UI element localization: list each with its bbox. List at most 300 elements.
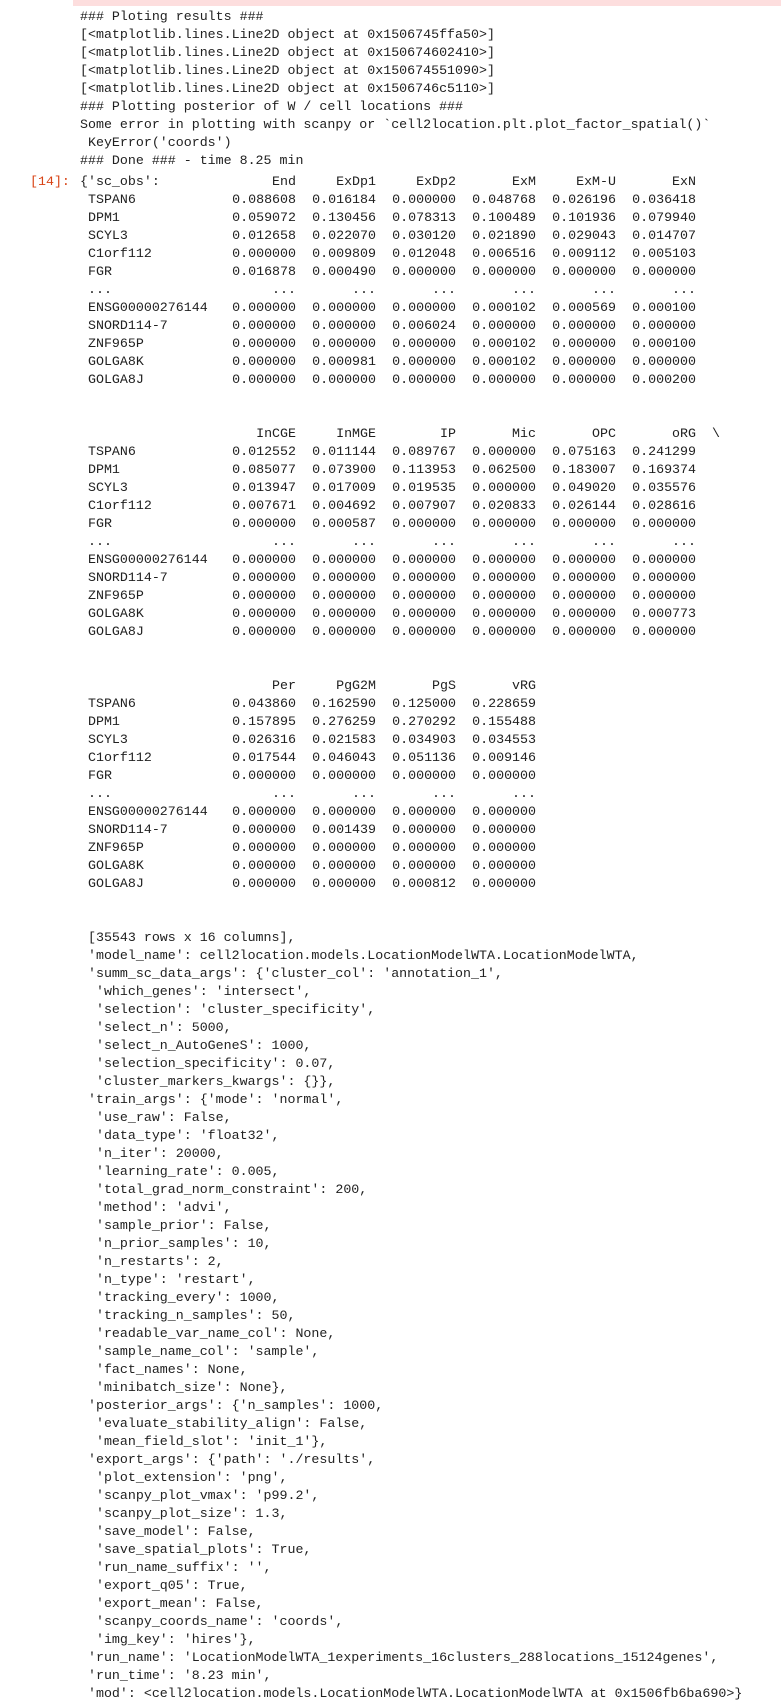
dict-line: 'method': 'advi', xyxy=(80,1200,232,1215)
table-row xyxy=(80,605,781,623)
table-cell: 0.017544 xyxy=(232,750,296,765)
table-cell: 0.000000 xyxy=(472,372,536,387)
stdout-line: ### Done ### - time 8.25 min xyxy=(80,153,304,168)
table-cell: 0.000000 xyxy=(312,768,376,783)
table-index-header: {'sc_obs': xyxy=(80,174,160,189)
row-index: GOLGA8J xyxy=(80,372,144,387)
block-separator xyxy=(80,893,781,929)
table-cell: 0.007907 xyxy=(392,498,456,513)
stdout-line: Some error in plotting with scanpy or `cell2location.plt.plot_factor_spatial()` xyxy=(80,117,711,132)
table-cell: 0.000100 xyxy=(632,300,696,315)
table-cell: 0.000000 xyxy=(232,624,296,639)
table-cell: 0.000000 xyxy=(632,354,696,369)
table-cell: 0.036418 xyxy=(632,192,696,207)
table-row xyxy=(80,551,781,569)
table-cell: 0.001439 xyxy=(312,822,376,837)
table-cell: 0.000000 xyxy=(392,552,456,567)
row-index: ... xyxy=(80,786,112,801)
row-index: SCYL3 xyxy=(80,732,128,747)
table-cell: 0.000000 xyxy=(392,300,456,315)
dict-line: 'scanpy_plot_vmax': 'p99.2', xyxy=(80,1488,320,1503)
table-cell: 0.016184 xyxy=(312,192,376,207)
dict-line: 'n_prior_samples': 10, xyxy=(80,1236,272,1251)
table-cell: 0.000000 xyxy=(552,624,616,639)
dict-line: 'readable_var_name_col': None, xyxy=(80,1326,336,1341)
table-cell: 0.000000 xyxy=(232,516,296,531)
row-index: GOLGA8J xyxy=(80,624,144,639)
table-cell: 0.009146 xyxy=(472,750,536,765)
table-cell xyxy=(696,317,776,335)
table-cell: 0.000200 xyxy=(632,372,696,387)
table-cell: 0.000000 xyxy=(392,588,456,603)
dict-line: 'export_q05': True, xyxy=(80,1578,248,1593)
table-cell: 0.017009 xyxy=(312,480,376,495)
row-index: FGR xyxy=(80,264,112,279)
table-cell: ... xyxy=(432,282,456,297)
dict-line: 'use_raw': False, xyxy=(80,1110,232,1125)
row-index: FGR xyxy=(80,768,112,783)
table-cell: 0.000000 xyxy=(232,804,296,819)
table-cell: 0.000000 xyxy=(552,372,616,387)
column-header: ExM xyxy=(512,174,536,189)
table-cell: 0.000000 xyxy=(232,588,296,603)
table-cell: 0.169374 xyxy=(632,462,696,477)
table-cell: 0.000000 xyxy=(312,624,376,639)
column-header: InCGE xyxy=(256,426,296,441)
table-cell: ... xyxy=(512,282,536,297)
table-cell: 0.000490 xyxy=(312,264,376,279)
table-cell: 0.000000 xyxy=(632,516,696,531)
dict-line: 'sample_prior': False, xyxy=(80,1218,272,1233)
table-cell: 0.075163 xyxy=(552,444,616,459)
table-row xyxy=(80,569,781,587)
dict-line: 'n_restarts': 2, xyxy=(80,1254,224,1269)
table-cell: 0.000000 xyxy=(632,552,696,567)
stdout-line: [<matplotlib.lines.Line2D object at 0x1506745ffa50>] xyxy=(80,27,495,42)
table-cell: 0.000000 xyxy=(552,354,616,369)
table-cell: 0.000000 xyxy=(472,624,536,639)
table-row xyxy=(80,227,781,245)
table-cell: 0.000569 xyxy=(552,300,616,315)
table-cell: 0.000000 xyxy=(232,570,296,585)
table-row xyxy=(80,335,781,353)
table-cell: 0.029043 xyxy=(552,228,616,243)
table-cell: 0.000102 xyxy=(472,354,536,369)
table-cell: 0.228659 xyxy=(472,696,536,711)
table-header-row xyxy=(80,677,781,695)
table-cell: ... xyxy=(272,534,296,549)
table-cell: 0.000000 xyxy=(232,300,296,315)
row-index: TSPAN6 xyxy=(80,444,136,459)
table-cell: 0.000000 xyxy=(472,570,536,585)
table-header-row xyxy=(80,425,781,443)
table-cell: ... xyxy=(672,282,696,297)
table-cell: 0.000000 xyxy=(232,318,296,333)
table-row xyxy=(80,515,781,533)
table-cell: ... xyxy=(592,534,616,549)
column-header: oRG xyxy=(672,426,696,441)
table-cell: 0.183007 xyxy=(552,462,616,477)
table-cell: 0.000000 xyxy=(552,264,616,279)
table-cell: ... xyxy=(272,282,296,297)
table-header-row xyxy=(80,173,781,191)
dict-line: 'run_time': '8.23 min', xyxy=(80,1668,272,1683)
table-cell xyxy=(696,191,776,209)
table-cell: 0.000000 xyxy=(472,264,536,279)
table-cell: 0.000000 xyxy=(552,336,616,351)
dict-line: 'run_name': 'LocationModelWTA_1experiments_16clusters_288locations_15124genes', xyxy=(80,1650,719,1665)
table-cell: ... xyxy=(272,786,296,801)
execution-prompt: [14]: xyxy=(30,174,70,189)
row-index: ZNF965P xyxy=(80,840,144,855)
table-cell: 0.000981 xyxy=(312,354,376,369)
table-cell: 0.162590 xyxy=(312,696,376,711)
table-cell: 0.000000 xyxy=(392,264,456,279)
stdout-line: KeyError('coords') xyxy=(80,135,232,150)
table-cell xyxy=(696,227,776,245)
table-cell: 0.101936 xyxy=(552,210,616,225)
table-cell: 0.000000 xyxy=(472,804,536,819)
dict-line: 'run_name_suffix': '', xyxy=(80,1560,272,1575)
table-cell: 0.011144 xyxy=(312,444,376,459)
cell-stdout-output xyxy=(80,8,710,170)
table-row xyxy=(80,623,781,641)
table-row xyxy=(80,839,781,857)
table-cell: ... xyxy=(432,786,456,801)
table-cell: 0.000000 xyxy=(392,804,456,819)
table-cell: 0.000000 xyxy=(392,768,456,783)
row-index: GOLGA8K xyxy=(80,354,144,369)
dict-line: 'sample_name_col': 'sample', xyxy=(80,1344,320,1359)
table-cell: ... xyxy=(592,282,616,297)
column-header: ExDp2 xyxy=(416,174,456,189)
row-index: ENSG00000276144 xyxy=(80,804,208,819)
table-cell: ... xyxy=(432,534,456,549)
table-cell: 0.000000 xyxy=(632,264,696,279)
dict-line: 'save_model': False, xyxy=(80,1524,256,1539)
table-cell: 0.079940 xyxy=(632,210,696,225)
table-row xyxy=(80,353,781,371)
table-cell: 0.000000 xyxy=(392,516,456,531)
table-cell: 0.078313 xyxy=(392,210,456,225)
dict-line: 'minibatch_size': None}, xyxy=(80,1380,288,1395)
table-cell: 0.000000 xyxy=(632,318,696,333)
row-index: ZNF965P xyxy=(80,336,144,351)
table-cell xyxy=(696,299,776,317)
table-cell: 0.016878 xyxy=(232,264,296,279)
table-cell: 0.000000 xyxy=(312,588,376,603)
table-cell: 0.000000 xyxy=(232,552,296,567)
dict-line: 'model_name': cell2location.models.LocationModelWTA.LocationModelWTA, xyxy=(80,948,639,963)
table-cell: 0.155488 xyxy=(472,714,536,729)
table-cell: 0.021890 xyxy=(472,228,536,243)
table-cell: 0.000000 xyxy=(312,840,376,855)
table-cell: 0.125000 xyxy=(392,696,456,711)
table-cell: 0.005103 xyxy=(632,246,696,261)
table-cell: 0.000000 xyxy=(472,480,536,495)
table-cell: 0.000000 xyxy=(552,552,616,567)
table-cell: 0.000000 xyxy=(232,822,296,837)
table-cell: 0.000102 xyxy=(472,300,536,315)
cell-result-output xyxy=(80,173,781,1703)
table-cell: 0.043860 xyxy=(232,696,296,711)
table-cell: 0.130456 xyxy=(312,210,376,225)
table-row xyxy=(80,587,781,605)
row-index: SNORD114-7 xyxy=(80,822,168,837)
table-cell: 0.073900 xyxy=(312,462,376,477)
table-row xyxy=(80,749,781,767)
table-cell: 0.030120 xyxy=(392,228,456,243)
table-row xyxy=(80,245,781,263)
dict-line: 'summ_sc_data_args': {'cluster_col': 'annotation_1', xyxy=(80,966,503,981)
dict-line: 'tracking_every': 1000, xyxy=(80,1290,280,1305)
table-cell: 0.000102 xyxy=(472,336,536,351)
table-cell: 0.007671 xyxy=(232,498,296,513)
row-index: SNORD114-7 xyxy=(80,318,168,333)
table-cell: 0.000100 xyxy=(632,336,696,351)
table-cell: 0.059072 xyxy=(232,210,296,225)
table-row xyxy=(80,533,781,551)
table-cell: 0.000000 xyxy=(312,372,376,387)
table-cell: 0.000000 xyxy=(392,336,456,351)
table-row xyxy=(80,479,781,497)
table-cell: 0.000000 xyxy=(232,606,296,621)
dict-line: 'cluster_markers_kwargs': {}}, xyxy=(80,1074,336,1089)
dict-line: 'selection_specificity': 0.07, xyxy=(80,1056,336,1071)
dict-line: 'selection': 'cluster_specificity', xyxy=(80,1002,376,1017)
row-index: SCYL3 xyxy=(80,228,128,243)
table-cell: 0.000000 xyxy=(232,336,296,351)
column-header: IP xyxy=(440,426,456,441)
column-header: InMGE xyxy=(336,426,376,441)
dict-line: 'which_genes': 'intersect', xyxy=(80,984,312,999)
table-cell: 0.000000 xyxy=(312,858,376,873)
dict-line: 'scanpy_plot_size': 1.3, xyxy=(80,1506,288,1521)
table-cell: 0.241299 xyxy=(632,444,696,459)
dict-line: 'plot_extension': 'png', xyxy=(80,1470,288,1485)
table-cell: 0.014707 xyxy=(632,228,696,243)
row-index: ... xyxy=(80,534,112,549)
dict-line: 'export_args': {'path': './results', xyxy=(80,1452,376,1467)
table-index-header xyxy=(80,425,216,443)
table-cell: 0.000000 xyxy=(312,552,376,567)
table-cell: ... xyxy=(352,534,376,549)
table-cell: 0.026316 xyxy=(232,732,296,747)
row-index: TSPAN6 xyxy=(80,696,136,711)
line-continuation: \ xyxy=(712,426,720,441)
column-header: PgG2M xyxy=(336,678,376,693)
dict-line: 'total_grad_norm_constraint': 200, xyxy=(80,1182,368,1197)
column-header: OPC xyxy=(592,426,616,441)
dict-line: 'mean_field_slot': 'init_1'}, xyxy=(80,1434,328,1449)
row-index: TSPAN6 xyxy=(80,192,136,207)
table-row xyxy=(80,443,781,461)
dict-line: 'evaluate_stability_align': False, xyxy=(80,1416,368,1431)
table-row xyxy=(80,785,781,803)
dict-line: 'mod': <cell2location.models.LocationModelWTA.LocationModelWTA at 0x1506fb6ba690>} xyxy=(80,1686,743,1701)
table-cell: 0.000000 xyxy=(232,246,296,261)
table-cell: ... xyxy=(512,786,536,801)
table-cell: 0.000000 xyxy=(392,570,456,585)
table-cell: 0.019535 xyxy=(392,480,456,495)
table-cell: 0.000000 xyxy=(232,768,296,783)
table-index-header xyxy=(80,677,216,695)
table-cell: 0.009809 xyxy=(312,246,376,261)
table-row xyxy=(80,263,781,281)
table-cell: 0.000000 xyxy=(312,318,376,333)
table-cell: 0.000000 xyxy=(472,552,536,567)
table-cell: 0.000000 xyxy=(472,840,536,855)
dict-line: 'learning_rate': 0.005, xyxy=(80,1164,280,1179)
dict-line: 'posterior_args': {'n_samples': 1000, xyxy=(80,1398,384,1413)
table-cell: 0.012552 xyxy=(232,444,296,459)
row-index: C1orf112 xyxy=(80,498,152,513)
row-index: GOLGA8K xyxy=(80,858,144,873)
table-cell: 0.020833 xyxy=(472,498,536,513)
dict-line: 'n_type': 'restart', xyxy=(80,1272,256,1287)
table-row xyxy=(80,317,781,335)
row-index: C1orf112 xyxy=(80,246,152,261)
dict-line: 'n_iter': 20000, xyxy=(80,1146,224,1161)
table-cell: 0.000000 xyxy=(312,804,376,819)
table-cell: 0.000000 xyxy=(312,570,376,585)
table-cell: 0.026144 xyxy=(552,498,616,513)
table-cell: 0.000000 xyxy=(552,318,616,333)
stdout-line: [<matplotlib.lines.Line2D object at 0x150674602410>] xyxy=(80,45,495,60)
block-separator xyxy=(80,389,781,425)
table-cell: 0.013947 xyxy=(232,480,296,495)
table-cell: 0.000000 xyxy=(552,516,616,531)
table-cell: 0.051136 xyxy=(392,750,456,765)
table-row xyxy=(80,731,781,749)
table-cell: 0.000000 xyxy=(392,858,456,873)
table-cell: 0.006516 xyxy=(472,246,536,261)
table-cell: 0.000000 xyxy=(312,606,376,621)
table-cell: 0.000000 xyxy=(392,624,456,639)
table-cell: 0.012658 xyxy=(232,228,296,243)
column-header: vRG xyxy=(512,678,536,693)
table-cell: 0.006024 xyxy=(392,318,456,333)
table-cell: 0.034553 xyxy=(472,732,536,747)
table-cell: 0.062500 xyxy=(472,462,536,477)
table-cell: 0.034903 xyxy=(392,732,456,747)
table-row xyxy=(80,857,781,875)
dict-line: 'data_type': 'float32', xyxy=(80,1128,280,1143)
table-cell: 0.000000 xyxy=(472,444,536,459)
table-row xyxy=(80,875,781,893)
row-index: ZNF965P xyxy=(80,588,144,603)
table-cell: 0.048768 xyxy=(472,192,536,207)
column-header: ExM-U xyxy=(576,174,616,189)
table-cell: 0.000000 xyxy=(632,588,696,603)
table-cell: 0.009112 xyxy=(552,246,616,261)
dict-line: 'export_mean': False, xyxy=(80,1596,264,1611)
table-cell: 0.000000 xyxy=(312,336,376,351)
table-cell: 0.000000 xyxy=(472,822,536,837)
table-cell: 0.000000 xyxy=(392,192,456,207)
dataframe-shape: [35543 rows x 16 columns], xyxy=(80,930,296,945)
table-cell: 0.000000 xyxy=(472,876,536,891)
table-cell: 0.270292 xyxy=(392,714,456,729)
table-cell: 0.157895 xyxy=(232,714,296,729)
table-cell: 0.000000 xyxy=(472,606,536,621)
table-cell: 0.000000 xyxy=(472,588,536,603)
table-cell xyxy=(696,353,776,371)
table-cell: 0.000000 xyxy=(312,876,376,891)
column-header: Mic xyxy=(512,426,536,441)
row-index: SNORD114-7 xyxy=(80,570,168,585)
table-cell: 0.004692 xyxy=(312,498,376,513)
dict-line: 'train_args': {'mode': 'normal', xyxy=(80,1092,344,1107)
table-row xyxy=(80,695,781,713)
table-cell: 0.276259 xyxy=(312,714,376,729)
table-row xyxy=(80,821,781,839)
block-separator xyxy=(80,641,781,677)
table-cell: 0.085077 xyxy=(232,462,296,477)
row-index: DPM1 xyxy=(80,462,120,477)
table-cell: ... xyxy=(512,534,536,549)
table-row xyxy=(80,191,781,209)
row-index: SCYL3 xyxy=(80,480,128,495)
table-row xyxy=(80,209,781,227)
table-cell: ... xyxy=(352,282,376,297)
table-row xyxy=(80,767,781,785)
stderr-output-band xyxy=(73,0,781,6)
table-cell: 0.000000 xyxy=(392,606,456,621)
table-cell: 0.035576 xyxy=(632,480,696,495)
table-cell: 0.000000 xyxy=(312,300,376,315)
table-cell xyxy=(696,371,776,389)
table-cell: 0.022070 xyxy=(312,228,376,243)
table-row xyxy=(80,713,781,731)
table-row xyxy=(80,281,781,299)
stdout-line: ### Plotting posterior of W / cell locations ### xyxy=(80,99,464,114)
row-index: ENSG00000276144 xyxy=(80,300,208,315)
table-row xyxy=(80,803,781,821)
table-cell: 0.026196 xyxy=(552,192,616,207)
row-index: DPM1 xyxy=(80,714,120,729)
dict-line: 'img_key': 'hires'}, xyxy=(80,1632,256,1647)
table-cell: 0.028616 xyxy=(632,498,696,513)
table-cell: 0.000000 xyxy=(632,570,696,585)
column-header: End xyxy=(272,174,296,189)
table-row xyxy=(80,371,781,389)
column-header: ExDp1 xyxy=(336,174,376,189)
dict-line: 'save_spatial_plots': True, xyxy=(80,1542,312,1557)
row-index: C1orf112 xyxy=(80,750,152,765)
table-cell: 0.000000 xyxy=(552,588,616,603)
dict-line: 'select_n_AutoGeneS': 1000, xyxy=(80,1038,312,1053)
table-cell: 0.000000 xyxy=(232,876,296,891)
row-index: DPM1 xyxy=(80,210,120,225)
row-index: FGR xyxy=(80,516,112,531)
table-cell: 0.000000 xyxy=(632,624,696,639)
row-index: ... xyxy=(80,282,112,297)
table-cell: 0.000000 xyxy=(392,840,456,855)
table-row xyxy=(80,497,781,515)
table-row xyxy=(80,299,781,317)
table-cell: 0.088608 xyxy=(232,192,296,207)
table-cell: 0.000000 xyxy=(472,768,536,783)
dict-line: 'fact_names': None, xyxy=(80,1362,248,1377)
table-cell xyxy=(696,245,776,263)
row-index: GOLGA8K xyxy=(80,606,144,621)
stdout-line: [<matplotlib.lines.Line2D object at 0x150674551090>] xyxy=(80,63,495,78)
table-cell: 0.000000 xyxy=(232,372,296,387)
table-cell: 0.089767 xyxy=(392,444,456,459)
table-cell: 0.000000 xyxy=(392,372,456,387)
table-cell: 0.000587 xyxy=(312,516,376,531)
